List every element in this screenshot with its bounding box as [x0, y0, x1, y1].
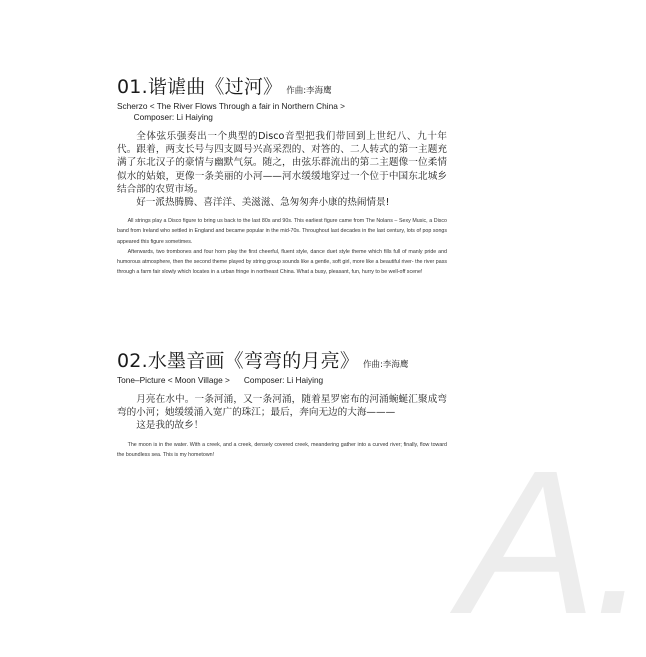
section-1-composer-en: Composer: Li Haiying	[133, 112, 213, 122]
section-1-title-line	[117, 78, 447, 97]
section-2-title-line	[117, 352, 447, 371]
watermark-letter-a: A	[460, 428, 593, 657]
section-2-subtitle-line	[117, 375, 447, 386]
section-2-cn-paragraph-1: 月亮在水中。一条河涌，又一条河涌，随着星罗密布的河涌蜿蜒汇聚成弯弯的小河；她缓缓涌入宽广的珠江；最后，奔向无边的大海———	[117, 394, 447, 419]
section-2-composer-en: Composer: Li Haiying	[243, 375, 324, 385]
section-2-en-paragraph-1: The moon is in the water. With a creek, and a creek, densely covered creek, meandering gather into a curved river; finally, flow toward the boundless sea. This is my hometown!	[117, 441, 447, 458]
section-1-cn-paragraph-1: 全体弦乐强奏出一个典型的Disco音型把我们带回到上世纪八、九十年代。跟着，两支长号与四支圆号兴高采烈的、对答的、二人转式的第一主题充满了东北汉子的豪情与幽默气氛。随之，由弦乐群流出的第二主题像一位柔情似水的姑娘，更像一条美丽的小河——河水缓缓地穿过一个位于中国东北城乡结合部的农贸市场。	[117, 131, 447, 195]
section-2-subtitle-en: Tone–Picture < Moon Village >	[117, 375, 230, 385]
section-1	[117, 78, 447, 277]
section-2-title: 02.水墨音画《弯弯的月亮》	[117, 350, 360, 372]
section-2	[117, 352, 447, 460]
section-1-en-paragraph-2: Afterwards, two trombones and four horn play the first cheerful, fluent style, dance duet style theme which fills full of manly pride and humorous atmosphere, then the second theme played by string group sounds like a gentle, soft girl, more like a beautiful river- the river pass through a farm fair slowly which locates in a urban fringe in northeast China. What a busy, pleasant, fun, hurry to be well-off scene!	[117, 248, 447, 276]
section-1-cn-paragraph-2: 好一派热腾腾、喜洋洋、美滋滋、急匆匆奔小康的热闹情景!	[136, 197, 390, 209]
section-2-credit: 作曲:李海鹰	[363, 360, 409, 370]
watermark-dot: .	[592, 428, 646, 657]
section-1-subtitle-en: Scherzo < The River Flows Through a fair in Northern China >	[117, 101, 345, 111]
watermark-letter	[460, 428, 646, 657]
section-2-cn-paragraph-2: 这是我的故乡！	[136, 420, 204, 432]
section-1-credit: 作曲:李海鹰	[286, 86, 332, 96]
section-1-title: 01.谐谑曲《过河》	[117, 76, 283, 98]
section-1-en-paragraph-1: All strings play a Disco figure to bring us back to the last 80s and 90s. This earliest figure came from The Nolans – Sexy Music, a Disco band from Ireland who settled in England and became popular in the mid-70s. Throughout last decades in the last century, lots of pop songs appeared this figure sometimes.	[117, 218, 447, 245]
